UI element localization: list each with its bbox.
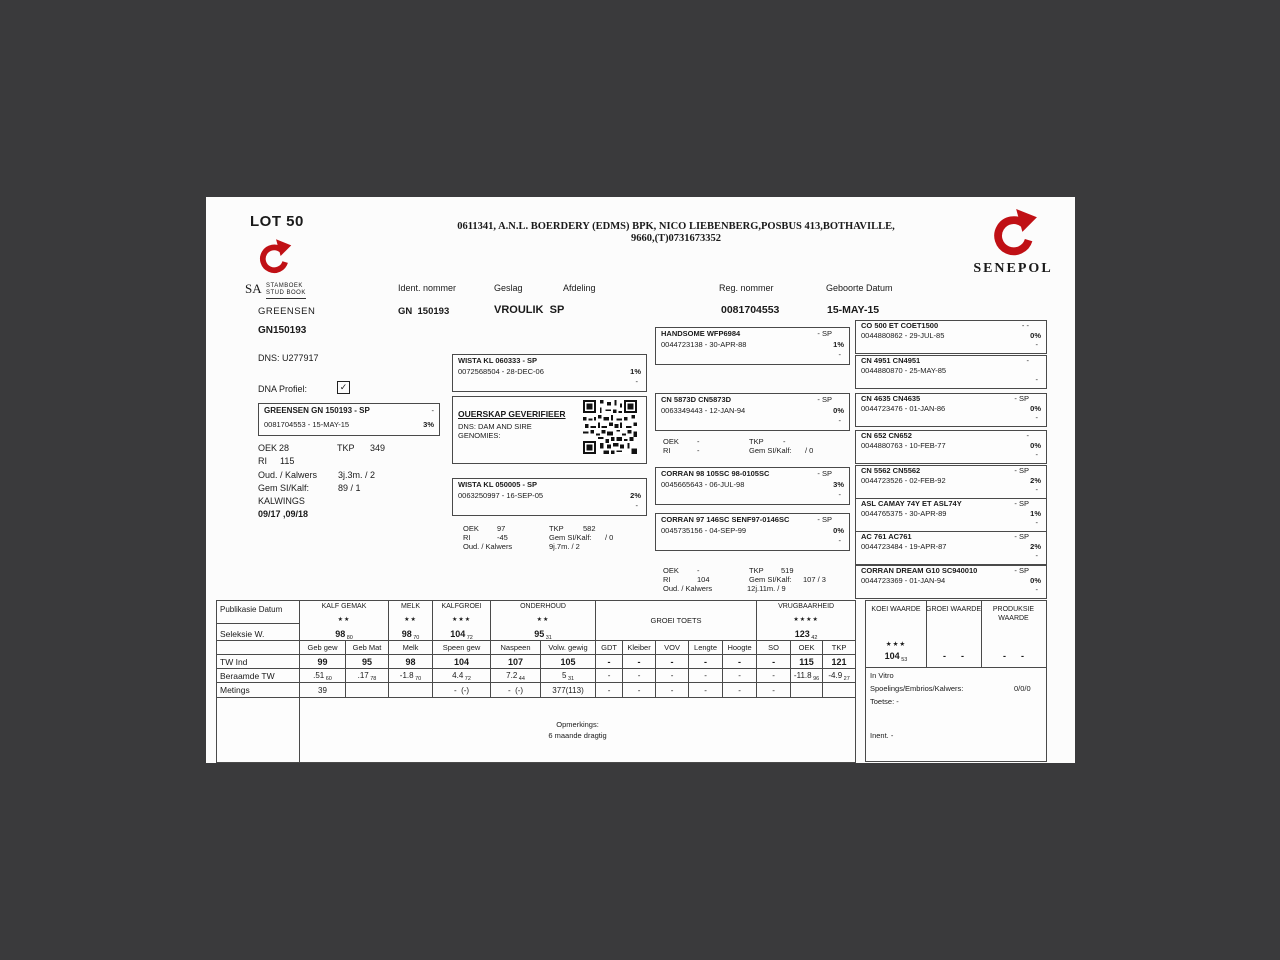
seleksie-value: 98 [401,629,412,639]
animal-reg: 0044723526 - 02-FEB-92 [861,476,946,485]
group-label: MELK [400,603,421,610]
animal-reg: 0044880862 - 29-JUL-85 [861,331,945,340]
dash-value: - [635,501,638,510]
cell [491,601,596,641]
animal-reg: 0044880763 - 10-FEB-77 [861,441,946,450]
pedigree-box-subject [258,403,440,436]
pedigree-certificate [206,197,1075,763]
cell: 7.2 44 [491,669,541,683]
dash-value: - [431,406,434,415]
stamboek-line1: STAMBOEK [266,283,303,289]
star-rating-icon: ★★★ [451,617,472,623]
stat-label: Gem SI/Kalf: [258,482,310,493]
cell: 104 [433,655,491,669]
stat-value: - [697,446,700,455]
pedigree-box-ggp7 [855,531,1047,565]
animal-name: WISTA KL 050005 - SP [458,480,538,489]
cell: 115 [791,655,823,669]
inbreeding-pct: 3% [833,480,844,489]
opmerkings-value: 6 maande dragtig [548,731,607,740]
row-label: Metings [217,683,300,698]
publikasie-datum-label: Publikasie Datum [217,602,299,624]
row-label: TW Ind [217,655,300,669]
column-header: Melk [389,641,433,655]
koei-waarde-value: 104 53 [884,651,908,663]
seleksie-value: 98 [335,629,346,639]
opmerkings-label: Opmerkings: [556,720,599,729]
stat-value: 12j.11m. / 9 [747,584,786,593]
dash-value: - [1035,340,1038,349]
animal-name: HANDSOME WFP6984 [661,329,741,338]
animal-suffix: - SP [1014,532,1029,541]
stat-value: / 0 [605,533,614,542]
cell: - [689,669,723,683]
stat-label: Gem SI/Kalf: [749,446,792,455]
animal-reg: 0044723369 - 01-JAN-94 [861,576,946,585]
tw-ind-row [217,655,856,669]
stat-value: 97 [497,524,506,533]
cell [389,601,433,641]
animal-reg: 0081704553 - 15-MAY-15 [264,420,350,429]
stat-label: RI [463,533,471,542]
group-header-row [217,601,856,641]
cell [217,601,300,641]
produksie-waarde-value: - - [1003,651,1024,661]
pedigree-box-ggp3 [855,393,1047,427]
pedigree-box-gp3 [655,467,850,505]
seleksie-value: 123 [794,629,810,639]
animal-reg: 0044723138 - 30-APR-88 [661,340,747,349]
stat-value: 115 [280,456,295,467]
senepol-logo-icon [984,209,1040,263]
animal-name: CORRAN 98 105SC 98-0105SC [661,469,770,478]
animal-suffix: - SP [817,515,832,524]
pedigree-box-dam [452,478,647,516]
animal-name: CN 652 CN652 [861,431,912,440]
cell: 105 [541,655,596,669]
animal-suffix: - - [1021,321,1029,330]
lot-number: LOT 50 [250,213,304,230]
inbreeding-pct: 1% [630,367,641,376]
stat-label: RI [663,575,671,584]
row-label: Beraamde TW [217,669,300,683]
column-header: GDT [596,641,623,655]
reg-nommer-label: Reg. nommer [719,283,774,293]
seleksie-value: 95 [534,629,545,639]
kalwings-dates: 09/17 ,09/18 [258,509,309,520]
cell: 5 31 [541,669,596,683]
animal-suffix: - SP [1014,499,1029,508]
dash-value: - [1035,485,1038,494]
inbreeding-pct: 0% [1030,576,1041,585]
cell [596,601,757,641]
cell [389,683,433,698]
stat-label: Oud. / Kalwers [258,469,318,480]
cell: - [723,683,757,698]
cell: - [757,669,791,683]
stamboek-line2: STUD BOOK [266,290,306,299]
stat-label: TKP [749,566,764,575]
column-header: OEK [791,641,823,655]
stat-value: -45 [497,533,508,542]
star-rating-icon: ★★ [536,617,550,623]
column-header: TKP [823,641,856,655]
cell: - [757,655,791,669]
cell: - [596,655,623,669]
cell: - [757,683,791,698]
verification-title: OUERSKAP GEVERIFIEER [458,409,566,419]
accuracy-value: 72 [466,634,473,641]
star-rating-icon: ★★★★ [793,617,819,623]
animal-name: CN 4951 CN4951 [861,356,921,365]
column-header: Kleiber [623,641,656,655]
animal-name-value: GREENSEN [258,306,316,317]
geboorte-datum-label: Geboorte Datum [826,283,893,293]
stat-value: 28 [279,443,290,453]
accuracy-value: 70 [413,634,420,641]
cell: - [689,655,723,669]
subject-stats [258,443,448,523]
cell: 39 [300,683,346,698]
brand-name: SENEPOL [973,261,1053,276]
pedigree-box-ggp1 [855,320,1047,354]
dash-value: - [1035,551,1038,560]
afdeling-label: Afdeling [563,283,596,293]
dash-value: - [838,416,841,425]
seleksie-value: 104 [450,629,466,639]
animal-name: WISTA KL 060333 - SP [458,356,538,365]
stat-label: OEK [463,524,479,533]
stat-value: - [783,437,786,446]
cell: - [656,669,689,683]
cell: - [623,683,656,698]
inbreeding-pct: 0% [1030,441,1041,450]
cell: 99 [300,655,346,669]
produksie-waarde-label: PRODUKSIE WAARDE [992,606,1035,622]
stat-value: 89 / 1 [338,482,361,493]
inbreeding-pct: 2% [1030,476,1041,485]
cell: .51 60 [300,669,346,683]
cell: -1.8 70 [389,669,433,683]
stat-label: TKP [337,443,355,453]
animal-reg: 0044765375 - 30-APR-89 [861,509,947,518]
geboorte-datum-value: 15-MAY-15 [827,304,880,316]
cell: -4.9 27 [823,669,856,683]
owner-address [406,221,946,245]
animal-name: CN 5873D CN5873D [661,395,732,404]
studbook-label [266,283,306,299]
dam-stats [463,524,653,551]
cell: - [596,683,623,698]
animal-reg: 0045665643 - 06-JUL-98 [661,480,745,489]
dash-value: - [838,490,841,499]
animal-suffix: - SP [817,395,832,404]
cell [217,698,300,763]
dash-value: - [1035,450,1038,459]
stat-value: - [697,566,700,575]
stat-value: 107 / 3 [803,575,826,584]
cell: - (-) [433,683,491,698]
cell: .17 78 [346,669,389,683]
animal-reg: 0063349443 - 12-JAN-94 [661,406,746,415]
column-header-row [217,641,856,655]
inbreeding-pct: 1% [833,340,844,349]
inbreeding-pct: 2% [630,491,641,500]
animal-name: CORRAN DREAM G10 SC940010 [861,566,978,575]
in-vitro-label: In Vitro [870,671,894,680]
cell [217,641,300,655]
kalwings-label: KALWINGS [258,496,305,507]
animal-reg: 0045735156 - 04-SEP-99 [661,526,747,535]
pedigree-box-ggp5 [855,465,1047,499]
cell [346,683,389,698]
pedigree-box-gp1 [655,327,850,365]
beraamde-tw-row [217,669,856,683]
stat-value: 104 [697,575,710,584]
cell: - [623,655,656,669]
spoelings-value: 0/0/0 [1014,684,1031,693]
animal-reg: 0044880870 - 25-MAY-85 [861,366,947,375]
stat-label: Gem SI/Kalf: [549,533,592,542]
cell: - [723,669,757,683]
owner-line1: 0611341, A.N.L. BOERDERY (EDMS) BPK, NICO LIEBENBERG,POSBUS 413,BOTHAVILLE, [457,221,895,232]
reg-nommer-value: 0081704553 [721,304,780,316]
accuracy-value: 31 [545,634,552,641]
inbreeding-pct: 0% [833,406,844,415]
accuracy-value: 42 [811,634,818,641]
inbreeding-pct: 1% [1030,509,1041,518]
animal-suffix: - SP [817,469,832,478]
stat-label: Gem SI/Kalf: [749,575,792,584]
dns-number: DNS: U277917 [258,353,319,363]
cell [300,698,856,763]
animal-name: CN 5562 CN5562 [861,466,921,475]
stat-value: 3j.3m. / 2 [338,469,376,480]
cell: - [623,669,656,683]
toetse-label: Toetse: - [870,697,899,706]
cell [300,601,389,641]
inbreeding-pct: 3% [423,420,434,429]
inbreeding-pct: 0% [1030,404,1041,413]
animal-reg: 0072568504 - 28-DEC-06 [458,367,544,376]
animal-suffix: - SP [1014,466,1029,475]
breeding-values-panel [865,600,1047,762]
inbreeding-pct: 0% [1030,331,1041,340]
animal-name: CO 500 ET COET1500 [861,321,939,330]
animal-reg: 0063250997 - 16-SEP-05 [458,491,544,500]
geslag-value: VROULIK SP [494,304,565,316]
animal-suffix: - SP [1014,566,1029,575]
cell [823,683,856,698]
groei-waarde-value: - - [943,651,964,661]
verification-line2: GENOMIES: [458,431,501,440]
dna-profiel-checkbox: ✓ [337,381,350,394]
cell: - [689,683,723,698]
column-header: Hoogte [723,641,757,655]
studbook-logo-icon [254,239,292,279]
dash-value: - [1035,413,1038,422]
spoelings-label: Spoelings/Embrios/Kalwers: [870,684,964,693]
stat-label: RI [663,446,671,455]
group-label: ONDERHOUD [520,603,566,610]
gp4-stats [663,566,853,593]
stat-label: OEK [663,437,679,446]
animal-name: AC 761 AC761 [861,532,912,541]
cell: 95 [346,655,389,669]
animal-name: GREENSEN GN 150193 - SP [264,406,370,415]
ident-nommer-label: Ident. nommer [398,283,457,293]
accuracy-value: 80 [346,634,353,641]
animal-name: ASL CAMAY 74Y ET ASL74Y [861,499,962,508]
stat-label: Oud. / Kalwers [663,584,713,593]
stat-value: 519 [781,566,794,575]
dash-value: - [635,377,638,386]
inent-label: Inent. - [870,731,894,740]
stat-label: RI [258,456,267,467]
pedigree-box-ggp6 [855,498,1047,532]
stat-label: TKP [749,437,764,446]
column-header: Naspeen [491,641,541,655]
owner-line2: 9660,(T)0731673352 [630,233,722,244]
animal-reg: 0044723476 - 01-JAN-86 [861,404,946,413]
seleksie-label: Seleksie W. [220,629,265,639]
ident-nommer-value: GN 150193 [398,306,450,317]
opmerkings-row [217,698,856,763]
inbreeding-pct: 0% [833,526,844,535]
stat-value: / 0 [805,446,814,455]
animal-suffix: - SP [817,329,832,338]
dash-value: - [838,536,841,545]
stat-label: TKP [549,524,564,533]
group-label: KALF GEMAK [321,603,367,610]
column-header: VOV [656,641,689,655]
dash-value: - [1035,518,1038,527]
column-header: Volw. gewig [541,641,596,655]
pedigree-box-sire [452,354,647,392]
pedigree-box-gp4 [655,513,850,551]
inbreeding-pct: 2% [1030,542,1041,551]
cell: - [596,669,623,683]
cell: - [656,683,689,698]
pedigree-box-gp2 [655,393,850,431]
stat-value: - [697,437,700,446]
animal-suffix: - SP [1014,394,1029,403]
animal-suffix: - [1026,356,1029,365]
column-header: SO [757,641,791,655]
stat-value: 349 [370,443,386,453]
column-header: Lengte [689,641,723,655]
dna-profiel-label: DNA Profiel: [258,384,308,394]
gp2-stats [663,437,853,455]
dash-value: - [1035,375,1038,384]
group-label: VRUGBAARHEID [778,603,835,610]
star-rating-icon: ★★★ [885,641,907,648]
cell: -11.8 96 [791,669,823,683]
cell: 107 [491,655,541,669]
animal-reg: 0044723484 - 19-APR-87 [861,542,947,551]
pedigree-box-ggp8 [855,565,1047,599]
pedigree-box-ggp4 [855,430,1047,464]
column-header: Geb Mat [346,641,389,655]
group-label: GROEI TOETS [650,616,702,625]
cell: - (-) [491,683,541,698]
koei-waarde-label: KOEI WAARDE [871,606,921,613]
group-label: KALFGROEI [441,603,482,610]
performance-table [216,600,856,763]
cell: 377(113) [541,683,596,698]
dash-value: - [838,350,841,359]
performance-section [216,600,856,763]
column-header: Geb gew [300,641,346,655]
star-rating-icon: ★★ [404,617,417,623]
geslag-label: Geslag [494,283,523,293]
verification-line1: DNS: DAM AND SIRE [458,422,532,431]
column-header: Speen gew [433,641,491,655]
stat-label: OEK [258,443,278,453]
cell: - [656,655,689,669]
cell: - [723,655,757,669]
cell [433,601,491,641]
pedigree-box-ggp2 [855,355,1047,389]
sa-label: SA [245,281,262,296]
star-rating-icon: ★★ [337,617,351,623]
stat-value: 9j.7m. / 2 [549,542,580,551]
animal-name: CORRAN 97 146SC SENF97-0146SC [661,515,790,524]
cell [791,683,823,698]
metings-row [217,683,856,698]
stat-label: Oud. / Kalwers [463,542,513,551]
dash-value: - [1035,585,1038,594]
cell: 4.4 72 [433,669,491,683]
cell [757,601,856,641]
animal-code: GN150193 [258,325,307,336]
animal-suffix: - [1026,431,1029,440]
groei-waarde-label: GROEI WAARDE [926,606,981,613]
stat-label: OEK [663,566,679,575]
cell: 121 [823,655,856,669]
qr-code-icon [583,400,637,454]
stat-value: 582 [583,524,596,533]
panel-divider [866,667,1046,668]
cell: 98 [389,655,433,669]
animal-name: CN 4635 CN4635 [861,394,921,403]
